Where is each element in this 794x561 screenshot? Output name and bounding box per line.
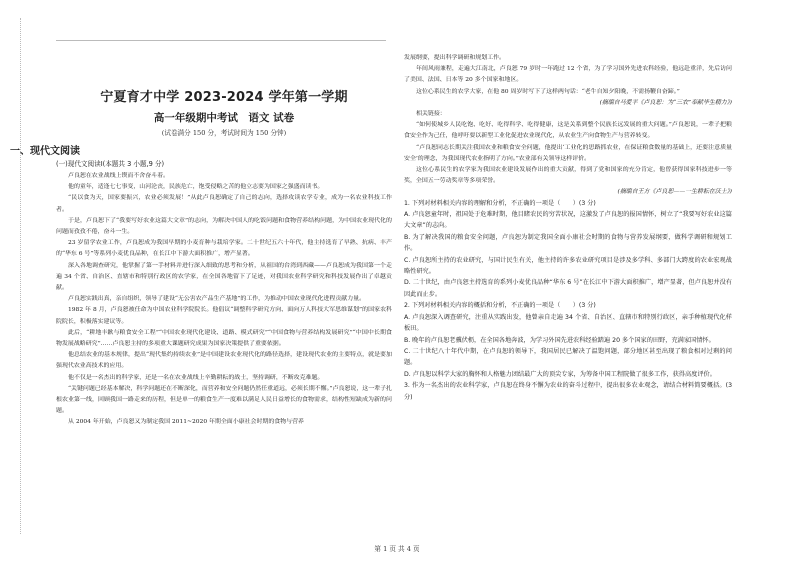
answer-option: A. 卢良恕童年时，祖国处于危难时期，他目睹农民的穷苦状况，这激发了卢良恕的报国情怀，树立了“我要写好农业这篇大文章”的志向。 (404, 211, 732, 230)
answer-option: D. 二十世纪，由卢良恕主持选育的系列小麦优良品种“华东 6 号”在长江中下游大面积推广，增产显著，但卢良恕并没有因此而止步。 (404, 279, 732, 298)
paragraph: 他的童年，适逢七七事变，山河沦丧，民族危亡，饱受侵略之苦的他立志要为国家之强盛而读书。 (68, 183, 324, 191)
page-footer: 第 1 页 共 4 页 (374, 545, 420, 553)
reading-heading: (一)现代文阅读Ⅰ(本题共 3 小题,9 分) (56, 160, 165, 168)
paragraph: 这位心系民生的农学大家，在他 80 周岁时写下了这样两句话：“老牛自知夕阳晚，不需扬鞭自奋蹄。” (416, 87, 680, 95)
paragraph: 他不仅是一名杰出的科学家，还是一名在农业战线上辛勤耕耘的战士，坚持调研，不断攻克难题。 (68, 373, 324, 381)
paragraph: 此后，“耕地丰歉与粮食安全工程”“中国农业现代化建设、道路、模式研究”“中国食物与营养结构发展研究”“中国中长期食物发展战略研究”……卢良恕主持的多项重大课题研究成果为国家决策提供了重要依据。 (56, 328, 392, 348)
related-paragraph: “如何使城乡人民吃饱、吃好、吃得科学、吃得健康，这是关系到整个民族长远发展的重大问题。”卢良恕说，一辈子把粮食安全作为己任，他呼吁要以新型工业化促进农业现代化，从农业生产向食物生产与营养转变。 (404, 121, 732, 140)
answer-option: A. 卢良恕深入调查研究，注重从实践出发，他曾亲自走遍 34 个省、自治区、直辖市和特别行政区，亲手种植现代化样板田。 (404, 313, 732, 333)
related-heading: 相关链接： (416, 110, 446, 118)
paragraph: “民以食为天，国家要振兴，农业必须发展！”从此卢良恕确定了自己的志向，选择攻读农学专业，成为一名农业科技工作者。 (56, 194, 392, 213)
binding-line (20, 18, 21, 534)
paragraph: 发展纲要，提出科学调研和规划工作。 (404, 54, 505, 61)
top-rule (56, 40, 386, 41)
paragraph: 于是，卢良恕下了“我要写好农业这篇大文章”的志向，为解决中国人的吃饭问题和食物营养结构问题，为中国农业现代化的问题而孜孜不倦，奋斗一生。 (56, 216, 392, 236)
paragraph: 1982 年 8 月，卢良恕被任命为中国农业科学院院长。他倡议“调整科学研究方向、面向万人科技大军思维谋划”的国家农科院院长，积极落实建议等。 (56, 306, 392, 325)
answer-option: C. 二十世纪八十年代中期，在卢良恕的领导下，我国居民已解决了温饱问题，部分地区甚至出现了粮食相对过剩的问题。 (404, 347, 732, 367)
question-stem: 1. 下列对材料相关内容的理解和分析，不正确的一项是（ ）(3 分) (404, 199, 596, 207)
paragraph: 卢良恕实践出真，亲自组织，领导了建设“无公害农产品生产基地”的工作，为推动中国农业现代化进程贡献力量。 (68, 295, 366, 303)
left-body (56, 158, 392, 428)
paragraph: 他总结农业的基本规律，提出“现代集约持续农业”是中国建设农业现代化的路径选择，建设现代农业的主要特点，就是要加强现代农业高技术的应用。 (56, 351, 392, 370)
exam-subtitle: 高一年级期中考试 语文 试卷 (153, 112, 295, 124)
paragraph: 从 2004 年开始，卢良恕又为制定我国 2011~2020 年期全面小康社会时期的食物与营养 (68, 418, 304, 426)
paragraph: 深入各地调查研究，他掌握了第一手材料并进行深入细致的思考和分析，从祖国的台湾到西藏——卢良恕成为我国第一个走遍 34 个省、自治区、直辖市和特别行政区的农学家，在全国各地留下了足迹，对我国农业科学研究和科技发展作出了卓越贡献。 (56, 261, 392, 292)
paragraph: 23 岁留学农业工作，卢良恕成为我国早期的小麦育种与栽培学家。二十世纪五六十年代，他主持选育了早熟、抗病、丰产的“华东 6 号”等系列小麦优良品种，在长江中下游大面积推广，增产显著。 (56, 239, 392, 258)
paragraph: 年间风雨兼程，走遍大江南北，卢良恕 79 岁时一年跑过 12 个省，为了学习国外先进农科经验，他远赴重洋，先后访问了美国、法国、日本等 20 多个国家和地区。 (404, 65, 732, 84)
related-paragraph: 这位心系民生的农学家为我国农业建设发展作出的重大贡献，得到了党和国家的充分肯定，他曾获得国家科技进步一等奖，全国五一劳动奖章等多项荣誉。 (404, 166, 732, 185)
exam-title: 宁夏育才中学 2023-2024 学年第一学期 (100, 90, 348, 105)
exam-info: (试卷满分 150 分，考试时间为 150 分钟) (161, 129, 287, 137)
related-paragraph: “卢良恕同志长期关注我国农业和粮食安全问题，他提出‘工业化的思路抓农业，在保证粮食数量的基础上，还要注意质量安全’的理念，为我国现代农业指明了方向。”农业部有关领导这样评价。 (404, 143, 732, 162)
answer-option: B. 晚年的卢良恕老骥伏枥，在全国各地奔波，为学习外国先进农科经验踏遍 20 多个国家的田野，充满家国情怀。 (404, 336, 715, 344)
source-citation: (摘编自王方《卢良恕——一生耕耘在沃土》) (617, 188, 732, 196)
answer-option: D. 卢良恕以科学大家的胸怀和人格魅力团结最广大的顶尖专家，为筹备中国工程院做了很多工作，获得高度评价。 (404, 370, 716, 378)
paragraph: 卢良恕在农业战线上锲而不舍奋斗着。 (68, 172, 169, 179)
question-stem: 2. 下列对材料相关内容的概括和分析，不正确的一项是（ ）(3 分) (404, 302, 596, 310)
section-heading: 一、现代文阅读 (10, 146, 80, 157)
source-citation: (摘编自马爱平《卢良恕：为“三农”奉献毕生精力》) (599, 98, 732, 106)
question-stem: 3. 作为一名杰出的农业科学家，卢良恕在终身不懈为农业的奋斗过程中，提出很多农业观念，请结合材料简要概括。(3 分) (404, 382, 732, 401)
paragraph: “关键问题已经基本解决，科学问题还在不断深化，而营养和安全问题仍然任重道远，必须长期不懈。”卢良恕说，这一辈子扎根农业第一线，回顾我国一路走来的历程，但是单一的粮食生产一度难以满足人民日益增长的食物需求，结构性短缺成为新的问题。 (56, 384, 392, 415)
right-body (404, 52, 732, 403)
answer-option: C. 卢良恕所主持的农业研究，与国计民生有关，他主持的许多农业研究项目是涉及多学科、多部门大跨度的农业宏观战略性研究。 (404, 256, 732, 276)
answer-option: B. 为了解决我国的粮食安全问题，卢良恕为制定我国全面小康社会时期的食物与营养发展纲要，做科学调研和规划工作。 (404, 233, 732, 253)
